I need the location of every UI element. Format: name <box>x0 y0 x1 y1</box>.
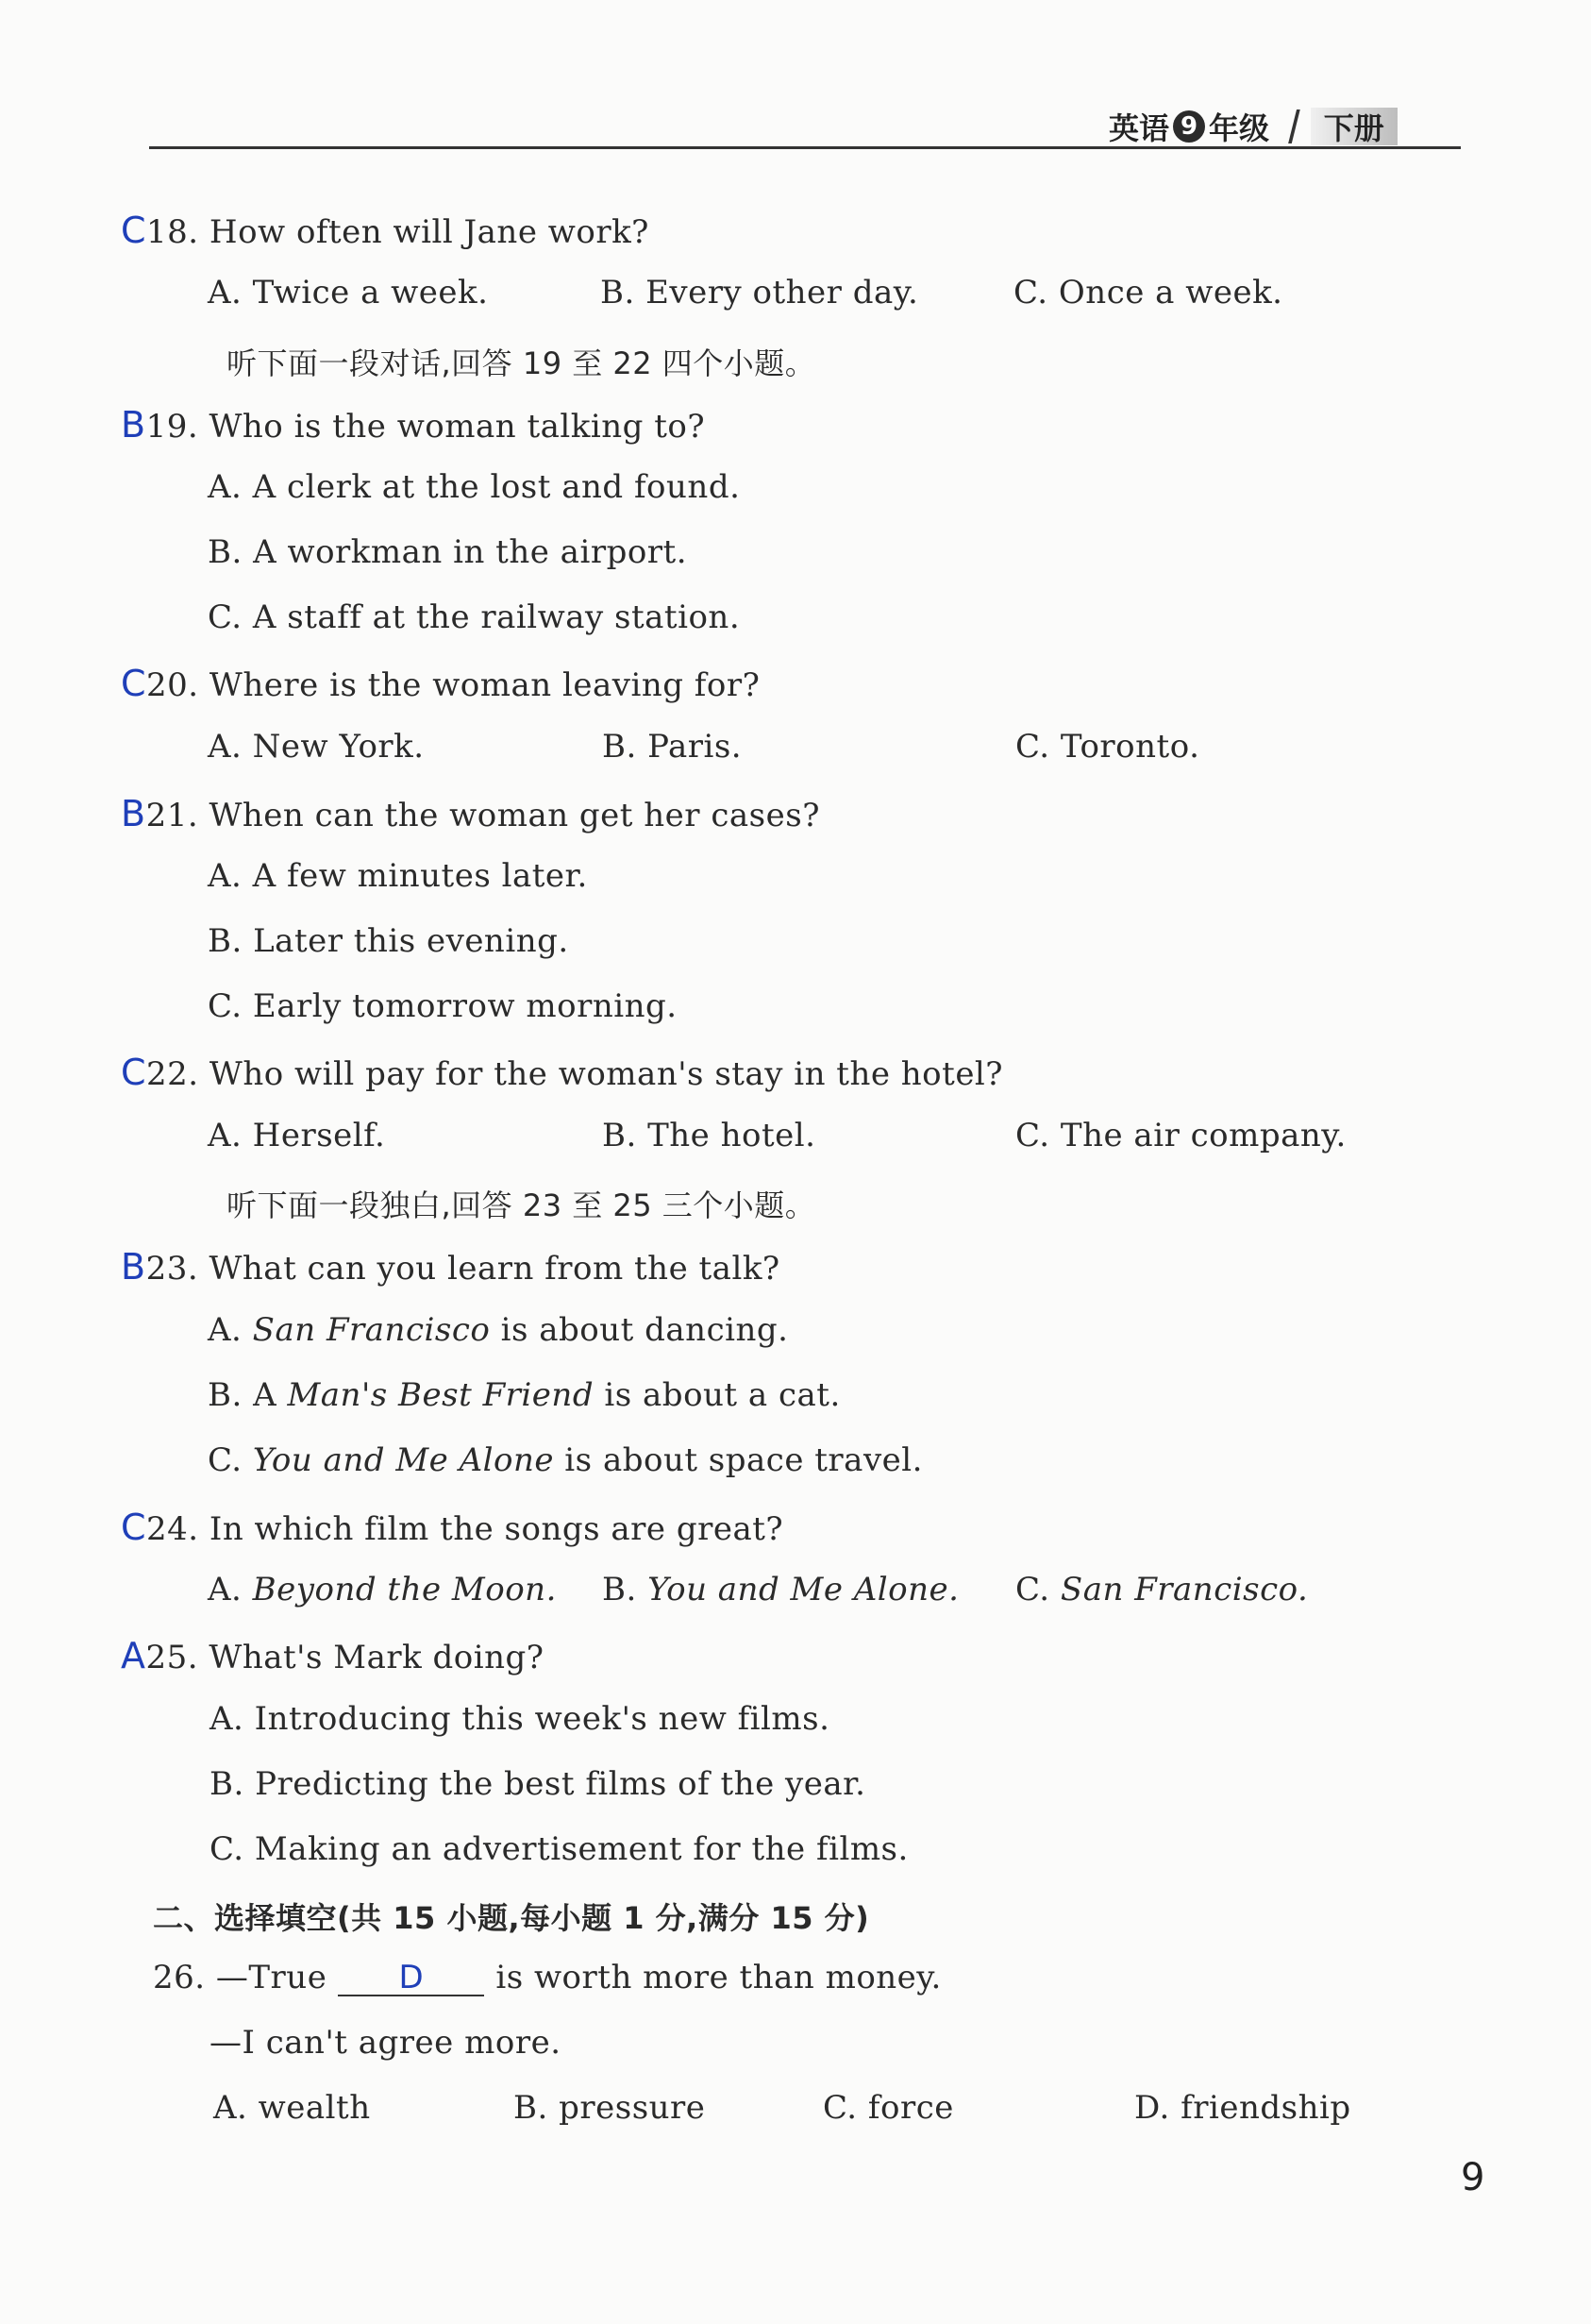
grade-label: 年级 <box>1209 109 1270 146</box>
option-c: C. A staff at the railway station. <box>208 598 741 636</box>
question-19 <box>121 404 705 446</box>
option-a: A. New York. <box>208 728 425 766</box>
header-divider <box>149 146 1461 149</box>
question-stem: 26. —True <box>153 1959 327 1996</box>
option-c: C. Making an advertisement for the films. <box>209 1830 909 1868</box>
option-a: A. wealth <box>213 2089 371 2127</box>
option-a: A. A clerk at the lost and found. <box>208 468 741 506</box>
subject-label: 英语 <box>1109 109 1170 146</box>
option-prefix: A. <box>208 1571 253 1608</box>
question-stem: 25. What's Mark doing? <box>145 1639 544 1676</box>
option-text: is about dancing. <box>490 1311 789 1349</box>
question-20 <box>121 663 760 704</box>
option-prefix: B. A <box>208 1376 288 1414</box>
option-b <box>208 1376 841 1414</box>
option-c <box>208 1441 923 1479</box>
question-stem: 21. When can the woman get her cases? <box>145 797 820 834</box>
option-a: A. Herself. <box>208 1117 386 1154</box>
option-prefix: B. <box>602 1571 648 1608</box>
answer-blank: D <box>338 1961 484 1996</box>
film-title: Beyond the Moon. <box>252 1571 557 1608</box>
option-a: A. A few minutes later. <box>208 857 588 895</box>
answer-mark: C <box>121 1507 147 1548</box>
answer-mark: C <box>121 210 147 251</box>
option-c: C. force <box>823 2089 954 2127</box>
page-number: 9 <box>1461 2156 1485 2199</box>
option-b: B. A workman in the airport. <box>208 533 688 571</box>
film-title: San Francisco. <box>1060 1571 1309 1608</box>
grade-badge: 9 <box>1173 110 1205 143</box>
option-c: C. Once a week. <box>1013 274 1283 312</box>
question-25 <box>121 1635 544 1676</box>
answer-mark: C <box>121 663 147 704</box>
question-stem: 23. What can you learn from the talk? <box>145 1250 780 1288</box>
option-d: D. friendship <box>1134 2089 1351 2127</box>
instruction-19-22: 听下面一段对话,回答 19 至 22 四个小题。 <box>226 345 816 381</box>
question-stem: 19. Who is the woman talking to? <box>145 408 706 446</box>
option-a <box>208 1571 557 1608</box>
question-stem: 24. In which film the songs are great? <box>146 1510 784 1548</box>
film-title: You and Me Alone. <box>647 1571 960 1608</box>
option-b: B. pressure <box>513 2089 706 2127</box>
instruction-23-25: 听下面一段独白,回答 23 至 25 三个小题。 <box>226 1187 816 1223</box>
option-a: A. Introducing this week's new films. <box>209 1700 830 1738</box>
volume-label: 下册 <box>1311 108 1398 145</box>
film-title: You and Me Alone <box>252 1441 554 1479</box>
option-b: B. Later this evening. <box>208 922 569 960</box>
question-18 <box>121 210 649 251</box>
option-prefix: C. <box>208 1441 253 1479</box>
option-c <box>1015 1571 1308 1608</box>
double-chevron-icon: // <box>1288 102 1290 150</box>
answer-mark: A <box>121 1635 146 1676</box>
option-b <box>602 1571 959 1608</box>
question-stem: 20. Where is the woman leaving for? <box>146 666 761 704</box>
answer-mark: C <box>121 1052 147 1093</box>
answer-mark: B <box>121 1246 146 1288</box>
question-24 <box>121 1507 783 1548</box>
option-text: is about a cat. <box>594 1376 841 1414</box>
question-26 <box>153 1959 942 1996</box>
question-22 <box>121 1052 1003 1093</box>
option-b: B. Predicting the best films of the year. <box>209 1765 866 1803</box>
page-header <box>1109 102 1398 150</box>
option-c: C. Toronto. <box>1015 728 1200 766</box>
option-prefix: C. <box>1015 1571 1061 1608</box>
dialog-reply: —I can't agree more. <box>209 2024 561 2062</box>
option-a: A. Twice a week. <box>208 274 489 312</box>
answer-mark: B <box>121 404 146 446</box>
option-c: C. Early tomorrow morning. <box>208 987 678 1025</box>
film-title: San Francisco <box>252 1311 491 1349</box>
question-stem: 18. How often will Jane work? <box>146 213 649 251</box>
question-stem: 22. Who will pay for the woman's stay in the hotel? <box>146 1055 1004 1093</box>
option-b: B. The hotel. <box>602 1117 816 1154</box>
option-b: B. Every other day. <box>600 274 919 312</box>
question-23 <box>121 1246 780 1288</box>
film-title: Man's Best Friend <box>287 1376 595 1414</box>
option-a <box>208 1311 788 1349</box>
option-prefix: A. <box>208 1311 253 1349</box>
question-stem-end: is worth more than money. <box>495 1959 942 1996</box>
option-b: B. Paris. <box>602 728 743 766</box>
section-heading: 二、选择填空(共 15 小题,每小题 1 分,满分 15 分) <box>153 1900 870 1936</box>
option-c: C. The air company. <box>1015 1117 1347 1154</box>
answer-mark: B <box>121 793 146 834</box>
question-21 <box>121 793 820 834</box>
option-text: is about space travel. <box>554 1441 923 1479</box>
